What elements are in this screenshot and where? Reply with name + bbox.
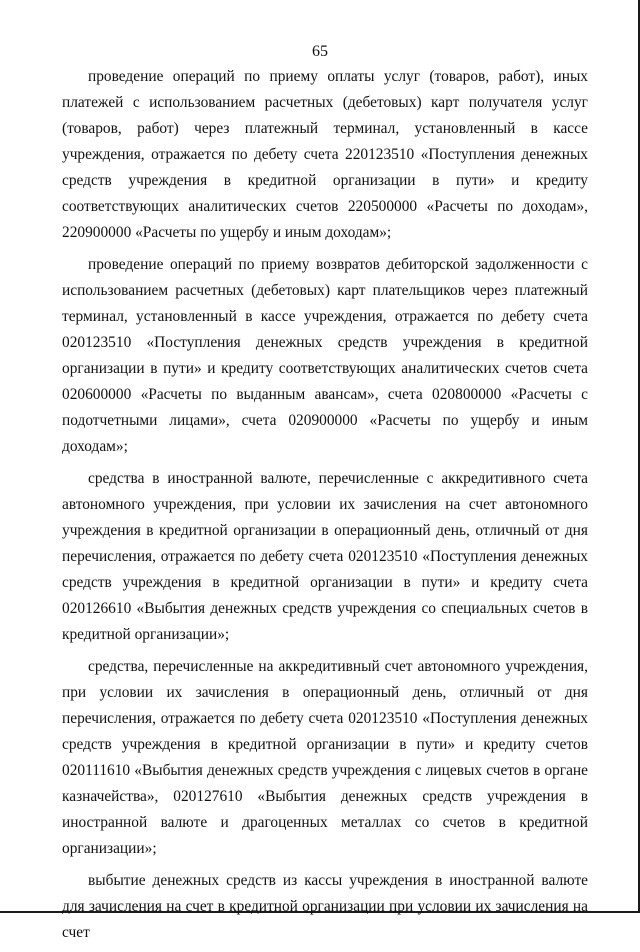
body-text [62, 64, 588, 952]
paragraph-receivables-refunds: проведение операций по приему возвратов дебиторской задолженности с использованием расчетных (дебетовых) карт плательщиков через платежный терминал, установленный в кассе учреждения, отражается по дебету счета 020123510 «Поступления денежных средств учреждения в кредитной организации в пути» и кредиту соответствующих аналитических счетов счета 020600000 «Расчеты по выданным авансам», счета 020800000 «Расчеты с подотчетными лицами», счета 020900000 «Расчеты по ущербу и иным доходам»; [62, 256, 588, 455]
paragraph-cash-foreign-currency: выбытие денежных средств из кассы учреждения в иностранной валюте для зачисления на счет в кредитной организации при условии их зачисления на счет [62, 872, 588, 941]
paragraph-payment-terminal: проведение операций по приему оплаты услуг (товаров, работ), иных платежей с использованием расчетных (дебетовых) карт получателя услуг (товаров, работ) через платежный терминал, установленный в кассе учреждения, отражается по дебету счета 220123510 «Поступления денежных средств учреждения в кредитной организации в пути» и кредиту соответствующих аналитических счетов 220500000 «Расчеты по доходам», 220900000 «Расчеты по ущербу и иным доходам»; [62, 68, 588, 241]
page-number: 65 [312, 43, 328, 60]
paragraph-letter-of-credit-transfer: средства, перечисленные на аккредитивный счет автономного учреждения, при условии их зачисления в операционный день, отличный от дня перечисления, отражается по дебету счета 020123510 «Поступления денежных средств учреждения в кредитной организации в пути» и кредиту счетов 020111610 «Выбытия денежных средств учреждения с лицевых счетов в органе казначейства», 020127610 «Выбытия денежных средств учреждения в иностранной валюте и драгоценных металлах со счетов в кредитной организации»; [62, 658, 588, 857]
paragraph-foreign-currency-letter-of-credit: средства в иностранной валюте, перечисленные с аккредитивного счета автономного учреждения, при условии их зачисления на счет автономного учреждения в кредитной организации в операционный день, отличный от дня перечисления, отражается по дебету счета 020123510 «Поступления денежных средств учреждения в кредитной организации в пути» и кредиту счета 020126610 «Выбытия денежных средств учреждения со специальных счетов в кредитной организации»; [62, 470, 588, 643]
